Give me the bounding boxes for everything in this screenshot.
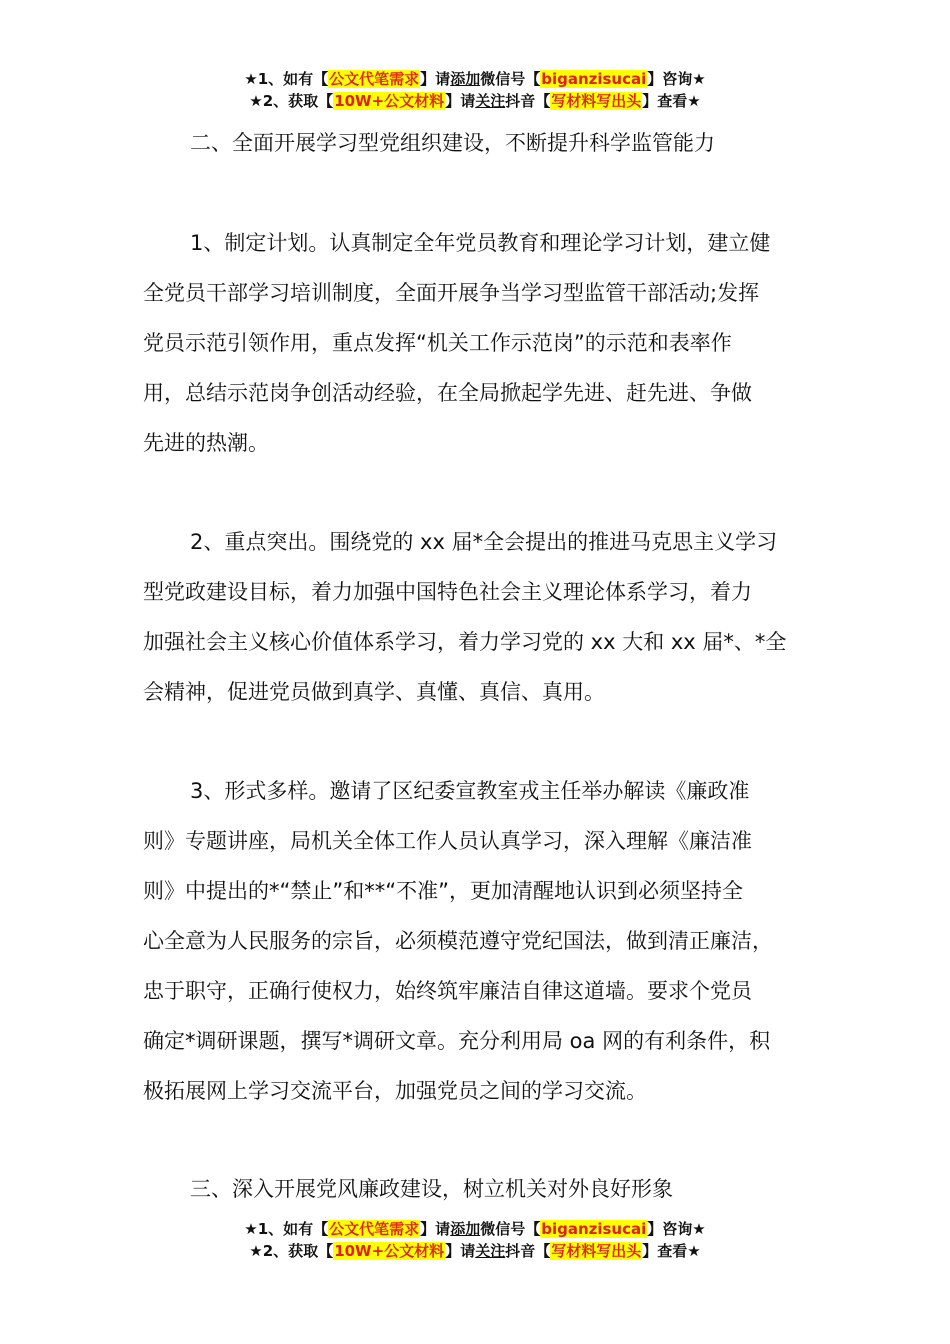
- paragraph-line: 则》专题讲座，局机关全体工作人员认真学习，深入理解《廉洁准: [143, 829, 752, 853]
- paragraph-line: 确定*调研课题，撰写*调研文章。充分利用局 oa 网的有利条件，积: [143, 1029, 771, 1053]
- paragraph-line: 则》中提出的*“禁止”和**“不准”，更加清醒地认识到必须坚持全: [143, 879, 744, 903]
- bottom-banner: [0, 1218, 950, 1262]
- highlight-service: 公文代笔需求: [329, 70, 420, 88]
- paragraph-line: 党员示范引领作用，重点发挥“机关工作示范岗”的示范和表率作: [143, 331, 732, 355]
- section-heading-2: 二、全面开展学习型党组织建设，不断提升科学监管能力: [190, 131, 715, 155]
- highlight-wechat-id: biganzisucai: [541, 70, 647, 88]
- highlight-wechat-id: biganzisucai: [541, 1220, 647, 1238]
- paragraph-1: [143, 218, 843, 468]
- highlight-materials: 10W+公文材料: [334, 92, 445, 110]
- paragraph-line: 全党员干部学习培训制度，全面开展争当学习型监管干部活动;发挥: [143, 281, 760, 305]
- paragraph-line: 极拓展网上学习交流平台，加强党员之间的学习交流。: [143, 1079, 647, 1103]
- paragraph-line: 加强社会主义核心价值体系学习，着力学习党的 xx 大和 xx 届*、*全: [143, 630, 787, 654]
- paragraph-line: 1、制定计划。认真制定全年党员教育和理论学习计划，建立健: [190, 231, 771, 255]
- paragraph-line: 心全意为人民服务的宗旨，必须模范遵守党纪国法，做到清正廉洁，: [143, 929, 773, 953]
- highlight-douyin-account: 写材料写出头: [551, 1242, 642, 1260]
- paragraph-line: 用，总结示范岗争创活动经验，在全局掀起学先进、赶先进、争做: [143, 381, 752, 405]
- paragraph-line: 2、重点突出。围绕党的 xx 届*全会提出的推进马克思主义学习: [190, 530, 778, 554]
- highlight-douyin-account: 写材料写出头: [551, 92, 642, 110]
- paragraph-line: 忠于职守，正确行使权力，始终筑牢廉洁自律这道墙。要求个党员: [143, 979, 752, 1003]
- section-heading-3: 三、深入开展党风廉政建设，树立机关对外良好形象: [190, 1177, 673, 1201]
- highlight-materials: 10W+公文材料: [334, 1242, 445, 1260]
- paragraph-2: [143, 517, 843, 717]
- paragraph-line: 先进的热潮。: [143, 431, 269, 455]
- top-banner: [0, 68, 950, 112]
- banner-line-2: ★2、获取【10W+公文材料】请关注抖音【写材料写出头】查看★: [249, 92, 701, 110]
- banner-line-1: ★1、如有【公文代笔需求】请添加微信号【biganzisucai】咨询★: [244, 70, 706, 88]
- paragraph-line: 3、形式多样。邀请了区纪委宣教室戎主任举办解读《廉政准: [190, 779, 750, 803]
- highlight-service: 公文代笔需求: [329, 1220, 420, 1238]
- banner-line-2: ★2、获取【10W+公文材料】请关注抖音【写材料写出头】查看★: [249, 1242, 701, 1260]
- paragraph-line: 型党政建设目标，着力加强中国特色社会主义理论体系学习，着力: [143, 580, 752, 604]
- paragraph-3: [143, 766, 843, 1116]
- paragraph-line: 会精神，促进党员做到真学、真懂、真信、真用。: [143, 680, 605, 704]
- banner-line-1: ★1、如有【公文代笔需求】请添加微信号【biganzisucai】咨询★: [244, 1220, 706, 1238]
